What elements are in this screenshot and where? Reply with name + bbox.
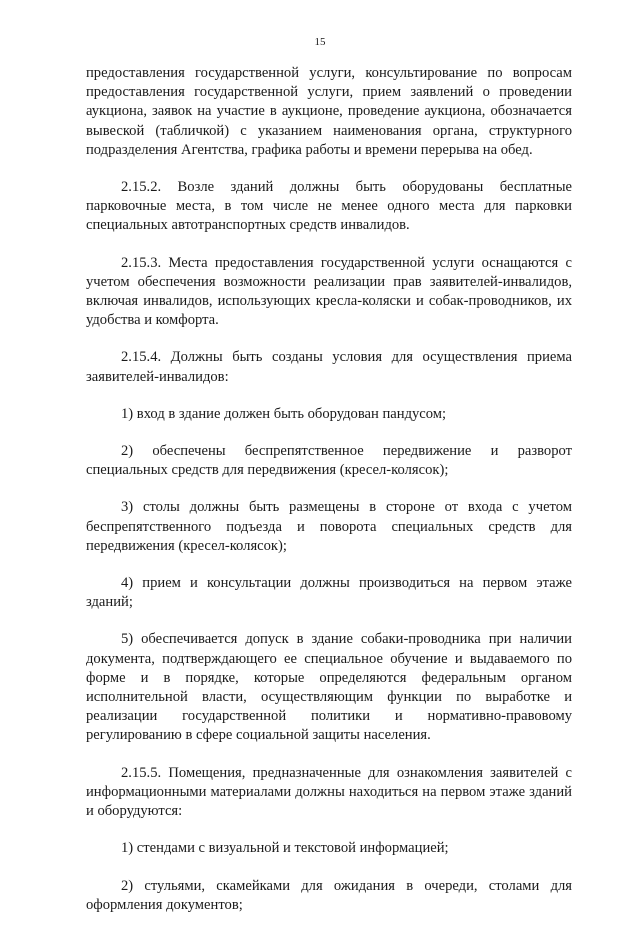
list-item-2-15-4-5: 5) обеспечивается допуск в здание собаки-проводника при наличии документа, подтверждающего ее специальное обучение и выдаваемого по форме и в порядке, которые определяются федеральным органом исполнительной власти, осуществляющим функции по выработке и реализации государственной политики и нормативно-правовому регулированию в сфере социальной защиты населения. (86, 631, 572, 744)
document-body (86, 64, 572, 933)
page-number: 15 (314, 36, 326, 48)
list-item-2-15-5-1: 1) стендами с визуальной и текстовой информацией; (121, 840, 449, 857)
list-item-2-15-4-4: 4) прием и консультации должны производиться на первом этаже зданий; (86, 575, 572, 611)
paragraph-2-15-4: 2.15.4. Должны быть созданы условия для осуществления приема заявителей-инвалидов: (86, 349, 572, 385)
list-item-2-15-5-2: 2) стульями, скамейками для ожидания в очереди, столами для оформления документов; (86, 877, 572, 913)
list-item-2-15-4-2: 2) обеспечены беспрепятственное передвижение и разворот специальных средств для передвижения (кресел-колясок); (86, 443, 572, 479)
paragraph-2-15-2: 2.15.2. Возле зданий должны быть оборудованы бесплатные парковочные места, в том числе не менее одного места для парковки специальных автотранспортных средств инвалидов. (86, 179, 572, 234)
paragraph-2-15-3: 2.15.3. Места предоставления государственной услуги оснащаются с учетом обеспечения возможности реализации прав заявителей-инвалидов, включая инвалидов, использующих кресла-коляски и собак-проводников, их удобства и комфорта. (86, 254, 572, 329)
paragraph-continuation: предоставления государственной услуги, консультирование по вопросам предоставления государственной услуги, прием заявлений о проведении аукциона, заявок на участие в аукционе, проведение аукциона, обозначается вывеской (табличкой) с указанием наименования органа, структурного подразделения Агентства, графика работы и времени перерыва на обед. (86, 65, 572, 158)
list-item-2-15-4-3: 3) столы должны быть размещены в стороне от входа с учетом беспрепятственного подъезда и поворота специальных средств для передвижения (кресел-колясок); (86, 499, 572, 554)
paragraph-2-15-5: 2.15.5. Помещения, предназначенные для ознакомления заявителей с информационными материалами должны находиться на первом этаже зданий и оборудуются: (86, 764, 572, 820)
list-item-2-15-4-1: 1) вход в здание должен быть оборудован пандусом; (121, 405, 447, 422)
